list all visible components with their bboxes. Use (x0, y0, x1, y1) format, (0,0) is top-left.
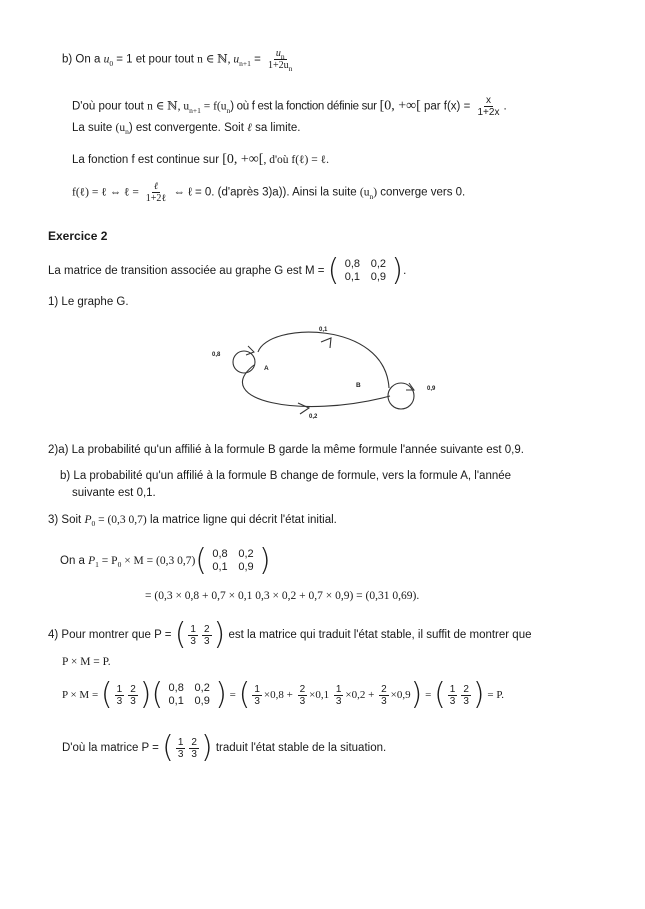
math: = f(u (200, 100, 227, 113)
arrow-head-top (321, 338, 331, 348)
edge-bottom-weight: 0,2 (309, 414, 318, 420)
paren-right: ) (215, 677, 227, 712)
paren-left: ( (238, 677, 251, 712)
math: ×0,8 + (263, 688, 296, 701)
fraction-p1 (188, 624, 198, 647)
math-u: u (233, 53, 240, 66)
matrix-cell: 0,2 (370, 258, 387, 271)
frac-den: 3 (116, 695, 123, 707)
matrix-cell: 0,2 (194, 682, 210, 695)
text: La suite (72, 122, 116, 134)
question-3-line-3: = (0,3 × 0,8 + 0,7 × 0,1 0,3 × 0,2 + 0,7 × 0,9) = (0,31 0,69). (145, 590, 420, 602)
matrix-cell: 0,1 (344, 271, 361, 283)
question-2b-line-2: suivante est 0,1. (72, 487, 156, 499)
arrow-head-bottom (298, 403, 309, 414)
math-P: P (84, 514, 92, 526)
math: n ∈ ℕ, u (147, 100, 190, 113)
text: = (250, 53, 265, 66)
paren-left: ( (195, 543, 208, 578)
question-4-line-3 (62, 677, 504, 712)
fraction (461, 684, 471, 707)
question-4-line-4 (62, 730, 387, 765)
frac-num: 1 (190, 623, 196, 635)
matrix-m (207, 548, 259, 573)
paren-right: ) (200, 730, 213, 765)
matrix-cell: 0,1 (212, 561, 228, 573)
paren-left: ( (100, 677, 113, 712)
math: ×0,9 (390, 688, 411, 701)
math: (u (115, 122, 126, 134)
loop-a-weight: 0,8 (212, 352, 221, 358)
math: ×0,1 (309, 688, 332, 701)
text: 3) Soit (48, 514, 85, 526)
paren-right: ) (472, 677, 485, 712)
frac-num: u (275, 48, 281, 59)
paren-left: ( (174, 617, 187, 652)
fraction (252, 684, 262, 707)
subscript: 0 (117, 560, 122, 570)
paren-right: ) (391, 253, 404, 288)
fraction (176, 737, 186, 760)
frac-den: 1+2u (268, 60, 289, 71)
question-2a: 2)a) La probabilité qu'un affilié à la formule B garde la même formule l'année suivante est 0,9. (48, 444, 524, 456)
text: ⇔ ℓ = 0. (d'après 3)a)). Ainsi la suite (170, 186, 360, 199)
math: ×0,2 + (345, 688, 378, 701)
frac-den: 3 (130, 695, 136, 707)
frac-den: 3 (299, 695, 306, 707)
math: = P. (484, 688, 504, 701)
frac-num: 2 (463, 683, 469, 695)
matrix-cell: 0,8 (168, 682, 184, 695)
subscript: n (280, 52, 285, 61)
frac-den: 3 (254, 695, 260, 707)
frac-num: x (485, 95, 491, 106)
matrix-cell: 0,9 (194, 695, 210, 707)
paren-right: ) (410, 677, 423, 712)
subscript: n+1 (189, 105, 201, 115)
text: 4) Pour montrer que P = (48, 629, 175, 642)
frac-den: 3 (190, 635, 196, 647)
subscript: n (125, 127, 129, 136)
text: par f(x) = (420, 100, 474, 113)
math-interval: [0, +∞[ (379, 98, 421, 114)
question-1: 1) Le graphe G. (48, 296, 129, 308)
text: ) est convergente. Soit (128, 122, 248, 134)
text: D'où la matrice P = (62, 742, 163, 755)
matrix-cell: 0,2 (238, 548, 254, 561)
fraction-p2 (202, 624, 212, 647)
edge-top-weight: 0,1 (319, 327, 328, 333)
math: = (226, 688, 239, 701)
frac-num: 1 (254, 683, 260, 695)
subscript: 1 (95, 560, 99, 570)
text: . (403, 265, 407, 278)
loop-a-arrow (246, 346, 254, 355)
paren-right: ) (213, 617, 226, 652)
frac-num: 2 (299, 683, 306, 695)
matrix-cell: 0,1 (168, 695, 184, 707)
paren-left: ( (327, 253, 340, 288)
question-4-line-1 (48, 617, 532, 652)
matrix-cell: 0,9 (370, 271, 387, 283)
text: La fonction f est continue sur (72, 154, 223, 166)
text: ) où f est la fonction définie sur (230, 100, 380, 113)
text: On a (60, 555, 89, 568)
text: D'où pour tout (72, 100, 148, 113)
subscript: 0 (91, 519, 96, 528)
text: est la matrice qui traduit l'état stable, il suffit de montrer que (225, 629, 532, 642)
matrix-cell: 0,9 (238, 561, 254, 573)
fraction (189, 737, 199, 760)
fraction (128, 684, 138, 707)
paren-left: ( (151, 677, 164, 712)
frac-den: 3 (191, 748, 197, 760)
frac-num: 1 (335, 683, 342, 695)
frac-den: 1+2ℓ (145, 193, 167, 204)
loop-b (388, 383, 414, 409)
frac-num: 2 (203, 623, 210, 635)
subscript: n (288, 64, 293, 73)
question-3-line-2 (60, 543, 271, 578)
text: . (503, 100, 507, 113)
text: = 1 et pour tout (113, 53, 198, 66)
fraction (334, 684, 344, 707)
matrix-cell: 0,8 (344, 258, 361, 271)
paren-right: ) (259, 543, 271, 578)
question-2b-line-1: b) La probabilité qu'un affilié à la formule B change de formule, vers la formule A, l'année (60, 470, 512, 482)
math-n: n ∈ ℕ, (197, 53, 234, 66)
math-P: P (88, 555, 96, 568)
node-a-label: A (264, 365, 269, 372)
frac-den: 3 (177, 748, 184, 760)
question-4-line-2: P × M = P. (62, 656, 111, 668)
math: f(ℓ) = ℓ ⇔ ℓ = (72, 186, 142, 199)
paren-right: ) (139, 677, 152, 712)
math: = (422, 688, 435, 701)
matrix-cell: 0,8 (212, 548, 228, 561)
math-ell: ℓ (247, 122, 252, 134)
frac-den: 3 (203, 635, 210, 647)
question-3-line-1 (48, 514, 337, 527)
frac-num: 1 (177, 736, 184, 748)
subscript: 0 (109, 58, 114, 68)
text: traduit l'état stable de la situation. (212, 742, 387, 755)
math: = P (98, 555, 118, 568)
frac-den: 1+2x (477, 107, 500, 118)
text: La matrice de transition associée au graphe G est M = (48, 265, 328, 278)
math-u: u (103, 53, 110, 66)
section-title: Exercice 2 (48, 229, 108, 243)
math: × M = (0,3 0,7) (121, 555, 196, 568)
frac-den: 3 (335, 695, 342, 707)
fraction (448, 684, 458, 707)
text: la matrice ligne qui décrit l'état initial. (146, 514, 337, 526)
frac-num: 2 (130, 683, 136, 695)
loop-b-weight: 0,9 (427, 386, 436, 392)
fraction (115, 684, 125, 707)
fraction (298, 684, 308, 707)
subscript: n (226, 105, 231, 115)
paren-left: ( (434, 677, 446, 712)
frac-num: ℓ (153, 181, 159, 192)
subscript: n+1 (239, 58, 251, 68)
frac-num: 1 (449, 683, 456, 695)
node-b-label: B (356, 382, 361, 389)
math: ) (373, 186, 378, 199)
text: b) On a (62, 53, 104, 66)
math: P × M = (62, 688, 101, 701)
matrix-m (163, 682, 215, 707)
frac-num: 2 (381, 683, 387, 695)
text: sa limite. (251, 122, 301, 134)
fraction (379, 684, 389, 707)
frac-den: 3 (449, 695, 456, 707)
math-row: = (0,3 0,7) (95, 514, 147, 526)
frac-den: 3 (463, 695, 469, 707)
frac-den: 3 (381, 695, 387, 707)
frac-num: 2 (191, 736, 197, 748)
frac-num: 1 (116, 683, 123, 695)
paren-left: ( (162, 730, 174, 765)
loop-a (233, 351, 255, 373)
text: converge vers 0. (377, 186, 466, 199)
math: , d'où f(ℓ) = ℓ. (263, 154, 330, 166)
math: (u (359, 186, 370, 199)
math-interval: [0, +∞[ (222, 152, 264, 167)
subscript: n (369, 191, 374, 201)
